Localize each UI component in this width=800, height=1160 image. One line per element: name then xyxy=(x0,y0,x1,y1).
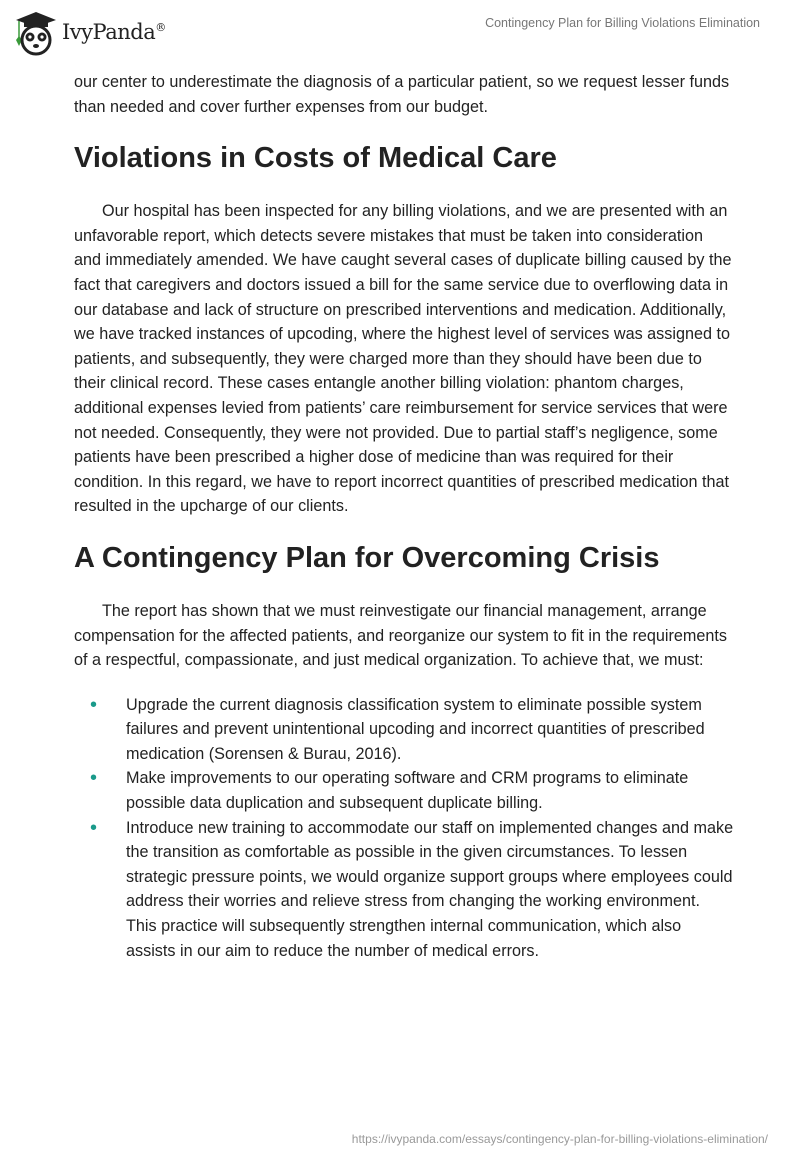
brand-name: IvyPanda® xyxy=(62,20,166,44)
article-content xyxy=(74,70,734,963)
list-item: • Introduce new training to accommodate our staff on implemented changes and make the transition as comfortable as possible in the given circumstances. To lessen strategic pressure points, we would organize support groups where employees could address their worries and relieve stress from changing the working environment. This practice will subsequently strengthen internal communication, which also assists in our aim to reduce the number of medical errors. xyxy=(90,816,734,960)
footer-url[interactable]: https://ivypanda.com/essays/contingency-plan-for-billing-violations-elimination/ xyxy=(351,1132,768,1146)
bullet-icon: • xyxy=(90,767,98,790)
list-item: • Make improvements to our operating software and CRM programs to eliminate possible data duplication and subsequent duplicate billing. xyxy=(90,767,689,813)
bullet-icon: • xyxy=(90,693,98,716)
contingency-paragraph: The report has shown that we must reinvestigate our financial management, arrange compensation for the affected patients, and reorganize our system to fit in the requirements of a respectful, compassionate, and just medical organization. To achieve that, we must: xyxy=(74,601,727,670)
section-heading-violations: Violations in Costs of Medical Care xyxy=(74,142,557,175)
document-title: Contingency Plan for Billing Violations Elimination xyxy=(485,16,760,30)
section-heading-contingency: A Contingency Plan for Overcoming Crisis xyxy=(74,541,660,574)
panda-logo-icon xyxy=(12,8,56,56)
list-item: • Upgrade the current diagnosis classification system to eliminate possible system failures and prevent unintentional upcoding and incorrect quantities of prescribed medication (Sorensen & Burau, 2016). xyxy=(90,693,705,763)
intro-paragraph: our center to underestimate the diagnosis of a particular patient, so we request lesser funds than needed and cover further expenses from our budget. xyxy=(74,73,730,116)
violations-paragraph: Our hospital has been inspected for any billing violations, and we are presented with an unfavorable report, which detects severe mistakes that must be taken into consideration and immediately amended. We have caught several cases of duplicate billing caused by the fact that caregivers and doctors issued a bill for the same service due to overflowing data in our database and lack of structure on prescribed interventions and medication. Additionally, we have tracked instances of upcoding, where the highest level of services was assigned to patients, and subsequently, they were charged more than they should have been due to their clinical record. These cases entangle another billing violation: phantom charges, additional expenses levied from patients’ care reimbursement for service services that were not needed. Consequently, they were not provided. Due to partial staff’s negligence, some patients have been prescribed a higher dose of medicine than was required for their condition. In this regard, we have to report incorrect quantities of prescribed medication that resulted in the upcharge of our clients. xyxy=(74,202,732,516)
action-list xyxy=(74,693,734,964)
header xyxy=(0,0,800,70)
bullet-icon: • xyxy=(90,816,98,839)
logo[interactable] xyxy=(12,8,166,56)
